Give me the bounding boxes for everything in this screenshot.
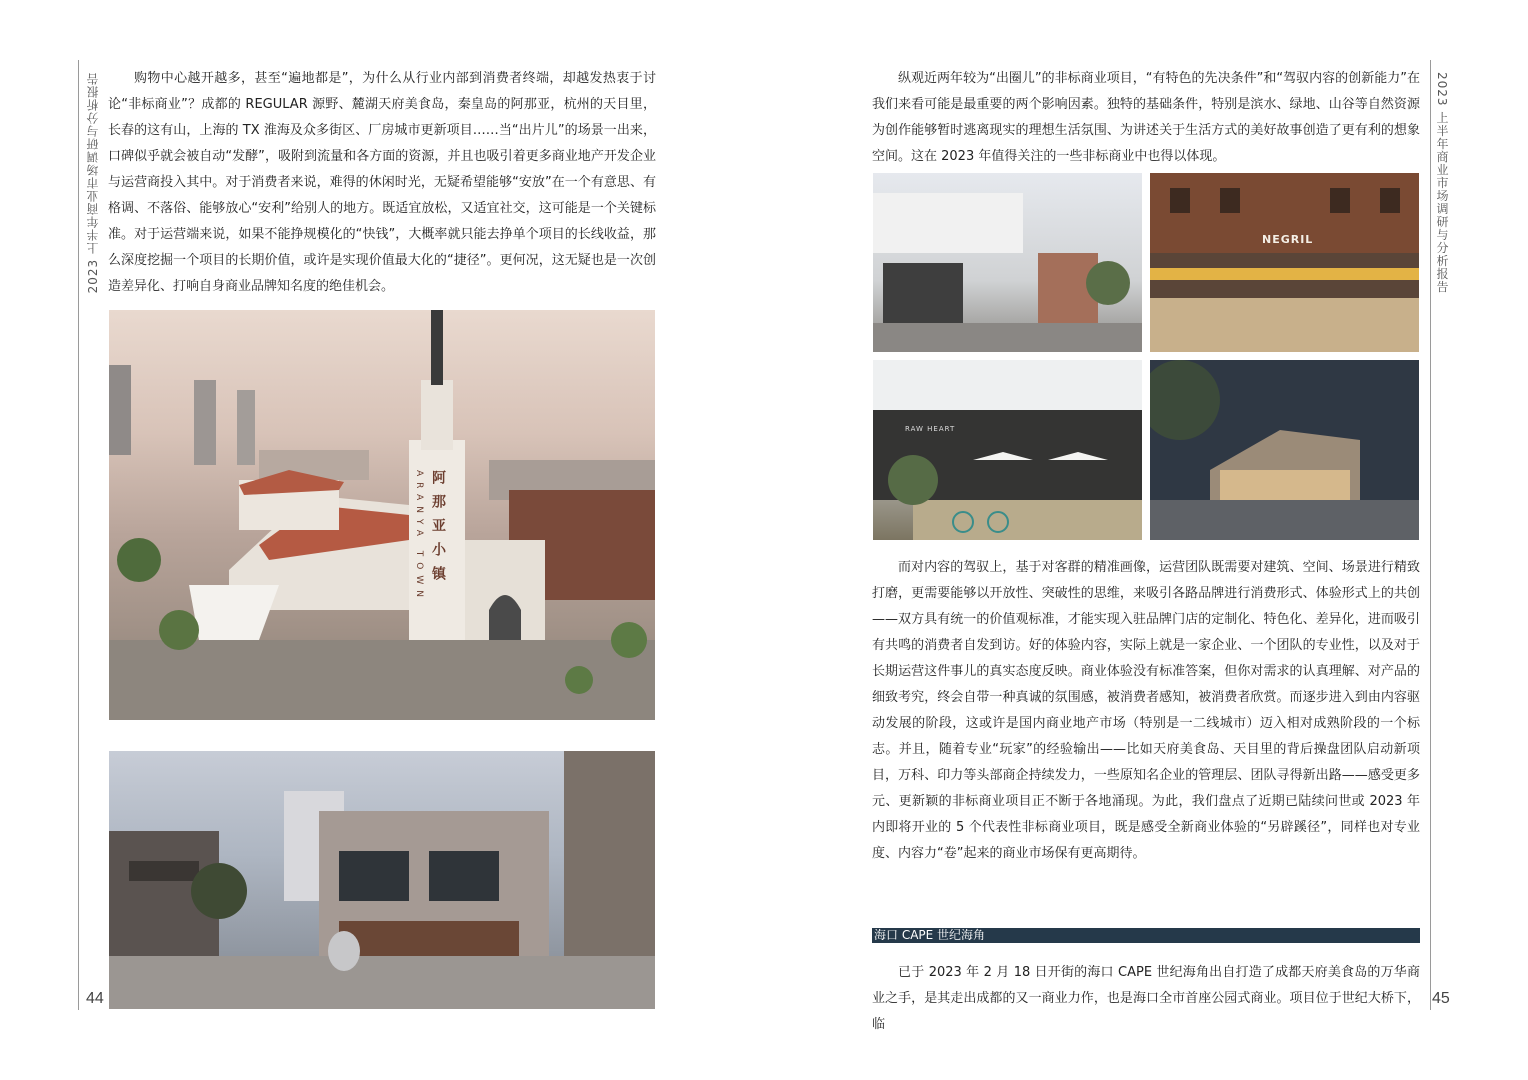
- storefront-sign: RAW HEART: [905, 425, 956, 433]
- mall-illustration: [109, 751, 655, 1009]
- cafe-cyclist-photo: [873, 360, 1142, 540]
- body-paragraph-2: 而对内容的驾驭上，基于对客群的精准画像，运营团队既需要对建筑、空间、场景进行精致打磨，更需要能够以开放性、突破性的思维，来吸引各路品牌进行消费形式、体验形式上的共创——双方具有统一的价值观标准，才能实现入驻品牌门店的定制化、特色化、差异化，进而吸引有共鸣的消费者自发到访。好的体验内容，实际上就是一家企业、一个团队的专业性，以及对于长期运营这件事儿的真实态度反映。商业体验没有标准答案，但你对需求的认真理解、对产品的细致考究，终会自带一种真诚的氛围感，被消费者感知，被消费者欣赏。而逐步进入到由内容驱动发展的阶段，这或许是国内商业地产市场（特别是一二线城市）迈入相对成熟阶段的一个标志。并且，随着专业“玩家”的经验输出——比如天府美食岛、天目里的背后操盘团队启动新项目，万科、印力等头部商企持续发力，一些原知名企业的管理层、团队寻得新出路——感受更多元、更新颖的非标商业项目正不断于各地涌现。为此，我们盘点了近期已陆续问世或 2023 年内即将开业的 5 个代表性非标商业项目，既是感受全新商业体验的“另辟蹊径”，同样也对专业度、内容力“卷”起来的商业市场保有更高期待。: [872, 560, 1420, 861]
- body-paragraph-3: 已于 2023 年 2 月 18 日开街的海口 CAPE 世纪海角出自打造了成都天府美食岛的万华商业之手，是其走出成都的又一商业力作，也是海口全市首座公园式商业。项目位于世纪大桥下，临: [872, 965, 1420, 1032]
- page-number: 44: [86, 990, 104, 1007]
- running-title: 2023 上半年商业市场调研与分析报告: [1435, 72, 1449, 294]
- aranya-illustration: [109, 310, 655, 720]
- shop-illustration: [873, 173, 1142, 352]
- body-paragraph: 购物中心越开越多，甚至“遍地都是”，为什么从行业内部到消费者终端，却越发热衷于讨论“非标商业”？成都的 REGULAR 源野、麓湖天府美食岛，秦皇岛的阿那亚，杭州的天目里，长春的这有山，上海的 TX 淮海及众多街区、厂房城市更新项目……当“出片儿”的场景一出来，口碑似乎就会被自动“发酵”，吸附到流量和各方面的资源，并且也吸引着更多商业地产开发企业与运营商投入其中。对于消费者来说，难得的休闲时光，无疑希望能够“安放”在一个有意思、有格调、不落俗、能够放心“安利”给别人的地方。既适宜放松，又适宜社交，这可能是一个关键标准。对于运营端来说，如果不能挣规模化的“快钱”，大概率就只能去挣单个项目的长线收益，那么深度挖掘一个项目的长期价值，或许是实现价值最大化的“捷径”。更何况，这无疑也是一次创造差异化、打响自身商业品牌知名度的绝佳机会。: [108, 71, 656, 294]
- margin-rule: [1430, 60, 1431, 1010]
- cafe-illustration: [873, 360, 1142, 540]
- aranya-town-photo: [109, 310, 655, 720]
- tower-sign-cn: 阿那亚小镇: [430, 470, 446, 590]
- margin-rule: [78, 60, 79, 1010]
- right-page: [764, 0, 1528, 1080]
- mall-plaza-photo: [109, 751, 655, 1009]
- restaurant-illustration: [1150, 173, 1419, 352]
- pavilion-illustration: [1150, 360, 1419, 540]
- page-number: 45: [1432, 990, 1450, 1007]
- section-heading: 海口 CAPE 世纪海角: [872, 928, 1420, 943]
- white-facade-shop-photo: [873, 173, 1142, 352]
- body-paragraph-1: 纵观近两年较为“出圈儿”的非标商业项目，“有特色的先决条件”和“驾驭内容的创新能力”在我们来看可能是最重要的两个影响因素。独特的基础条件，特别是滨水、绿地、山谷等自然资源为创作能够暂时逃离现实的理想生活氛围、为讲述关于生活方式的美好故事创造了更有利的想象空间。这在 2023 年值得关注的一些非标商业中也得以体现。: [872, 71, 1420, 164]
- brick-restaurant-photo: [1150, 173, 1419, 352]
- restaurant-sign: NEGRIL: [1262, 233, 1314, 246]
- tower-sign-en: ARANYA TOWN: [414, 470, 424, 603]
- night-brick-pavilion-photo: [1150, 360, 1419, 540]
- running-title: 2023 上半年商业市场调研与分析报告: [86, 72, 100, 294]
